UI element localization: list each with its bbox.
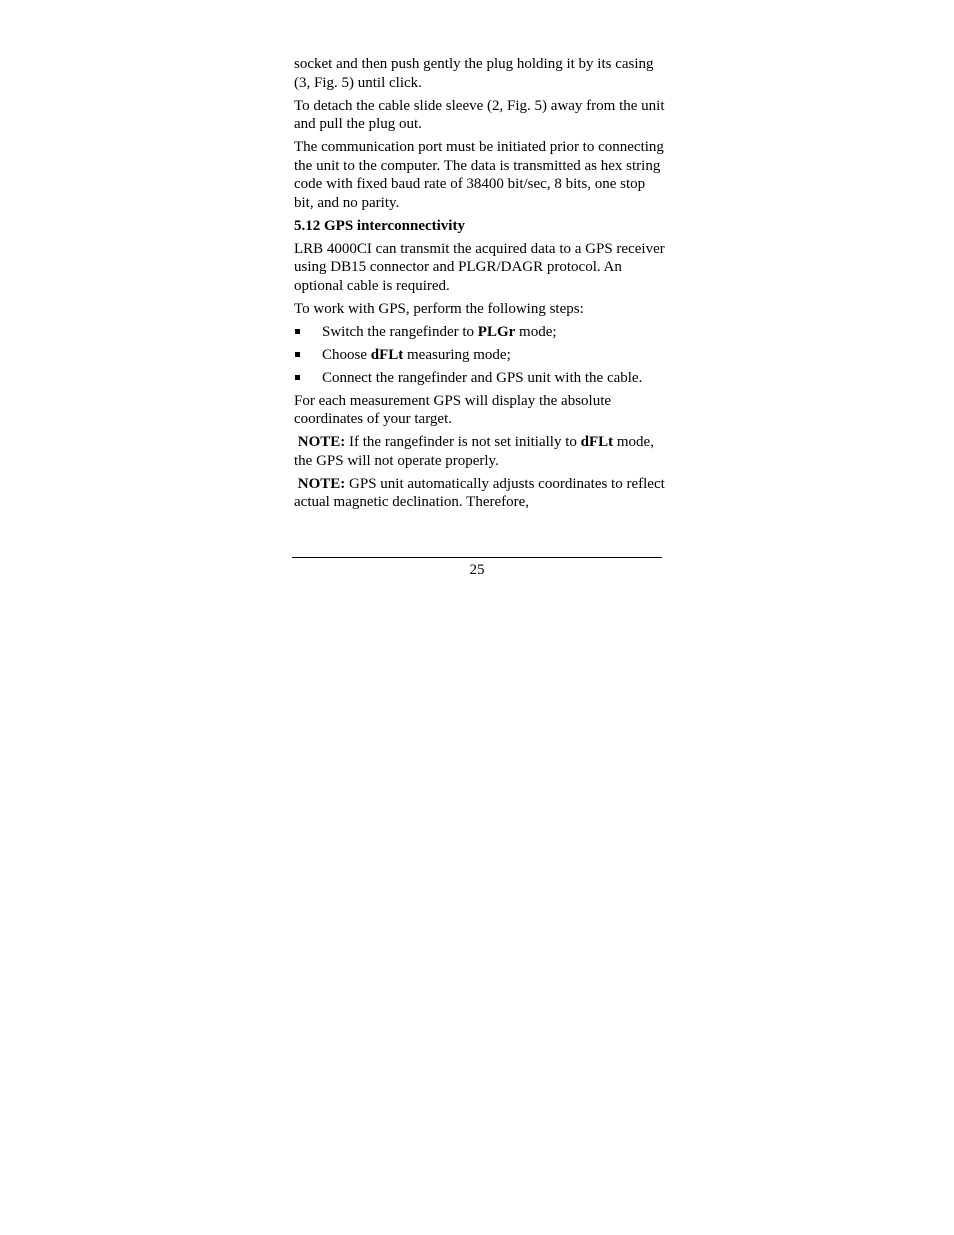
page-body [294, 55, 666, 516]
paragraph-plug-connect: socket and then push gently the plug holding it by its casing (3, Fig. 5) until click. [294, 56, 654, 91]
note-dflt-mode: NOTE: If the rangefinder is not set initially to dFLt mode, the GPS will not operate properly. [294, 434, 654, 469]
note-label: NOTE: [297, 434, 346, 450]
paragraph-communication-port: The communication port must be initiated prior to connecting the unit to the computer. The data is transmitted as hex string code with fixed baud rate of 38400 bit/sec, 8 bits, one stop bit, and no parity. [294, 139, 664, 211]
footer-divider [292, 557, 662, 558]
steps-list [294, 323, 666, 388]
section-heading: 5.12 GPS interconnectivity [294, 217, 465, 234]
paragraph-steps-intro: To work with GPS, perform the following steps: [294, 300, 584, 317]
bullet-icon [295, 352, 300, 357]
note-magnetic-declination: NOTE: GPS unit automatically adjusts coordinates to reflect actual magnetic declination. Therefore, [294, 475, 665, 510]
bullet-icon [295, 329, 300, 334]
bullet-icon [295, 375, 300, 380]
note-label: NOTE: [297, 475, 346, 492]
paragraph-gps-result: For each measurement GPS will display the absolute coordinates of your target. [294, 392, 612, 427]
list-item: Connect the rangefinder and GPS unit with the cable. [294, 369, 666, 388]
page-number: 25 [469, 562, 485, 578]
list-item: Choose dFLt measuring mode; [294, 346, 666, 365]
paragraph-gps-intro: LRB 4000CI can transmit the acquired data to a GPS receiver using DB15 connector and PLGR/DAGR protocol. An optional cable is required. [294, 240, 665, 294]
list-item: Switch the rangefinder to PLGr mode; [294, 323, 666, 342]
paragraph-plug-detach: To detach the cable slide sleeve (2, Fig. 5) away from the unit and pull the plug out. [294, 97, 665, 132]
